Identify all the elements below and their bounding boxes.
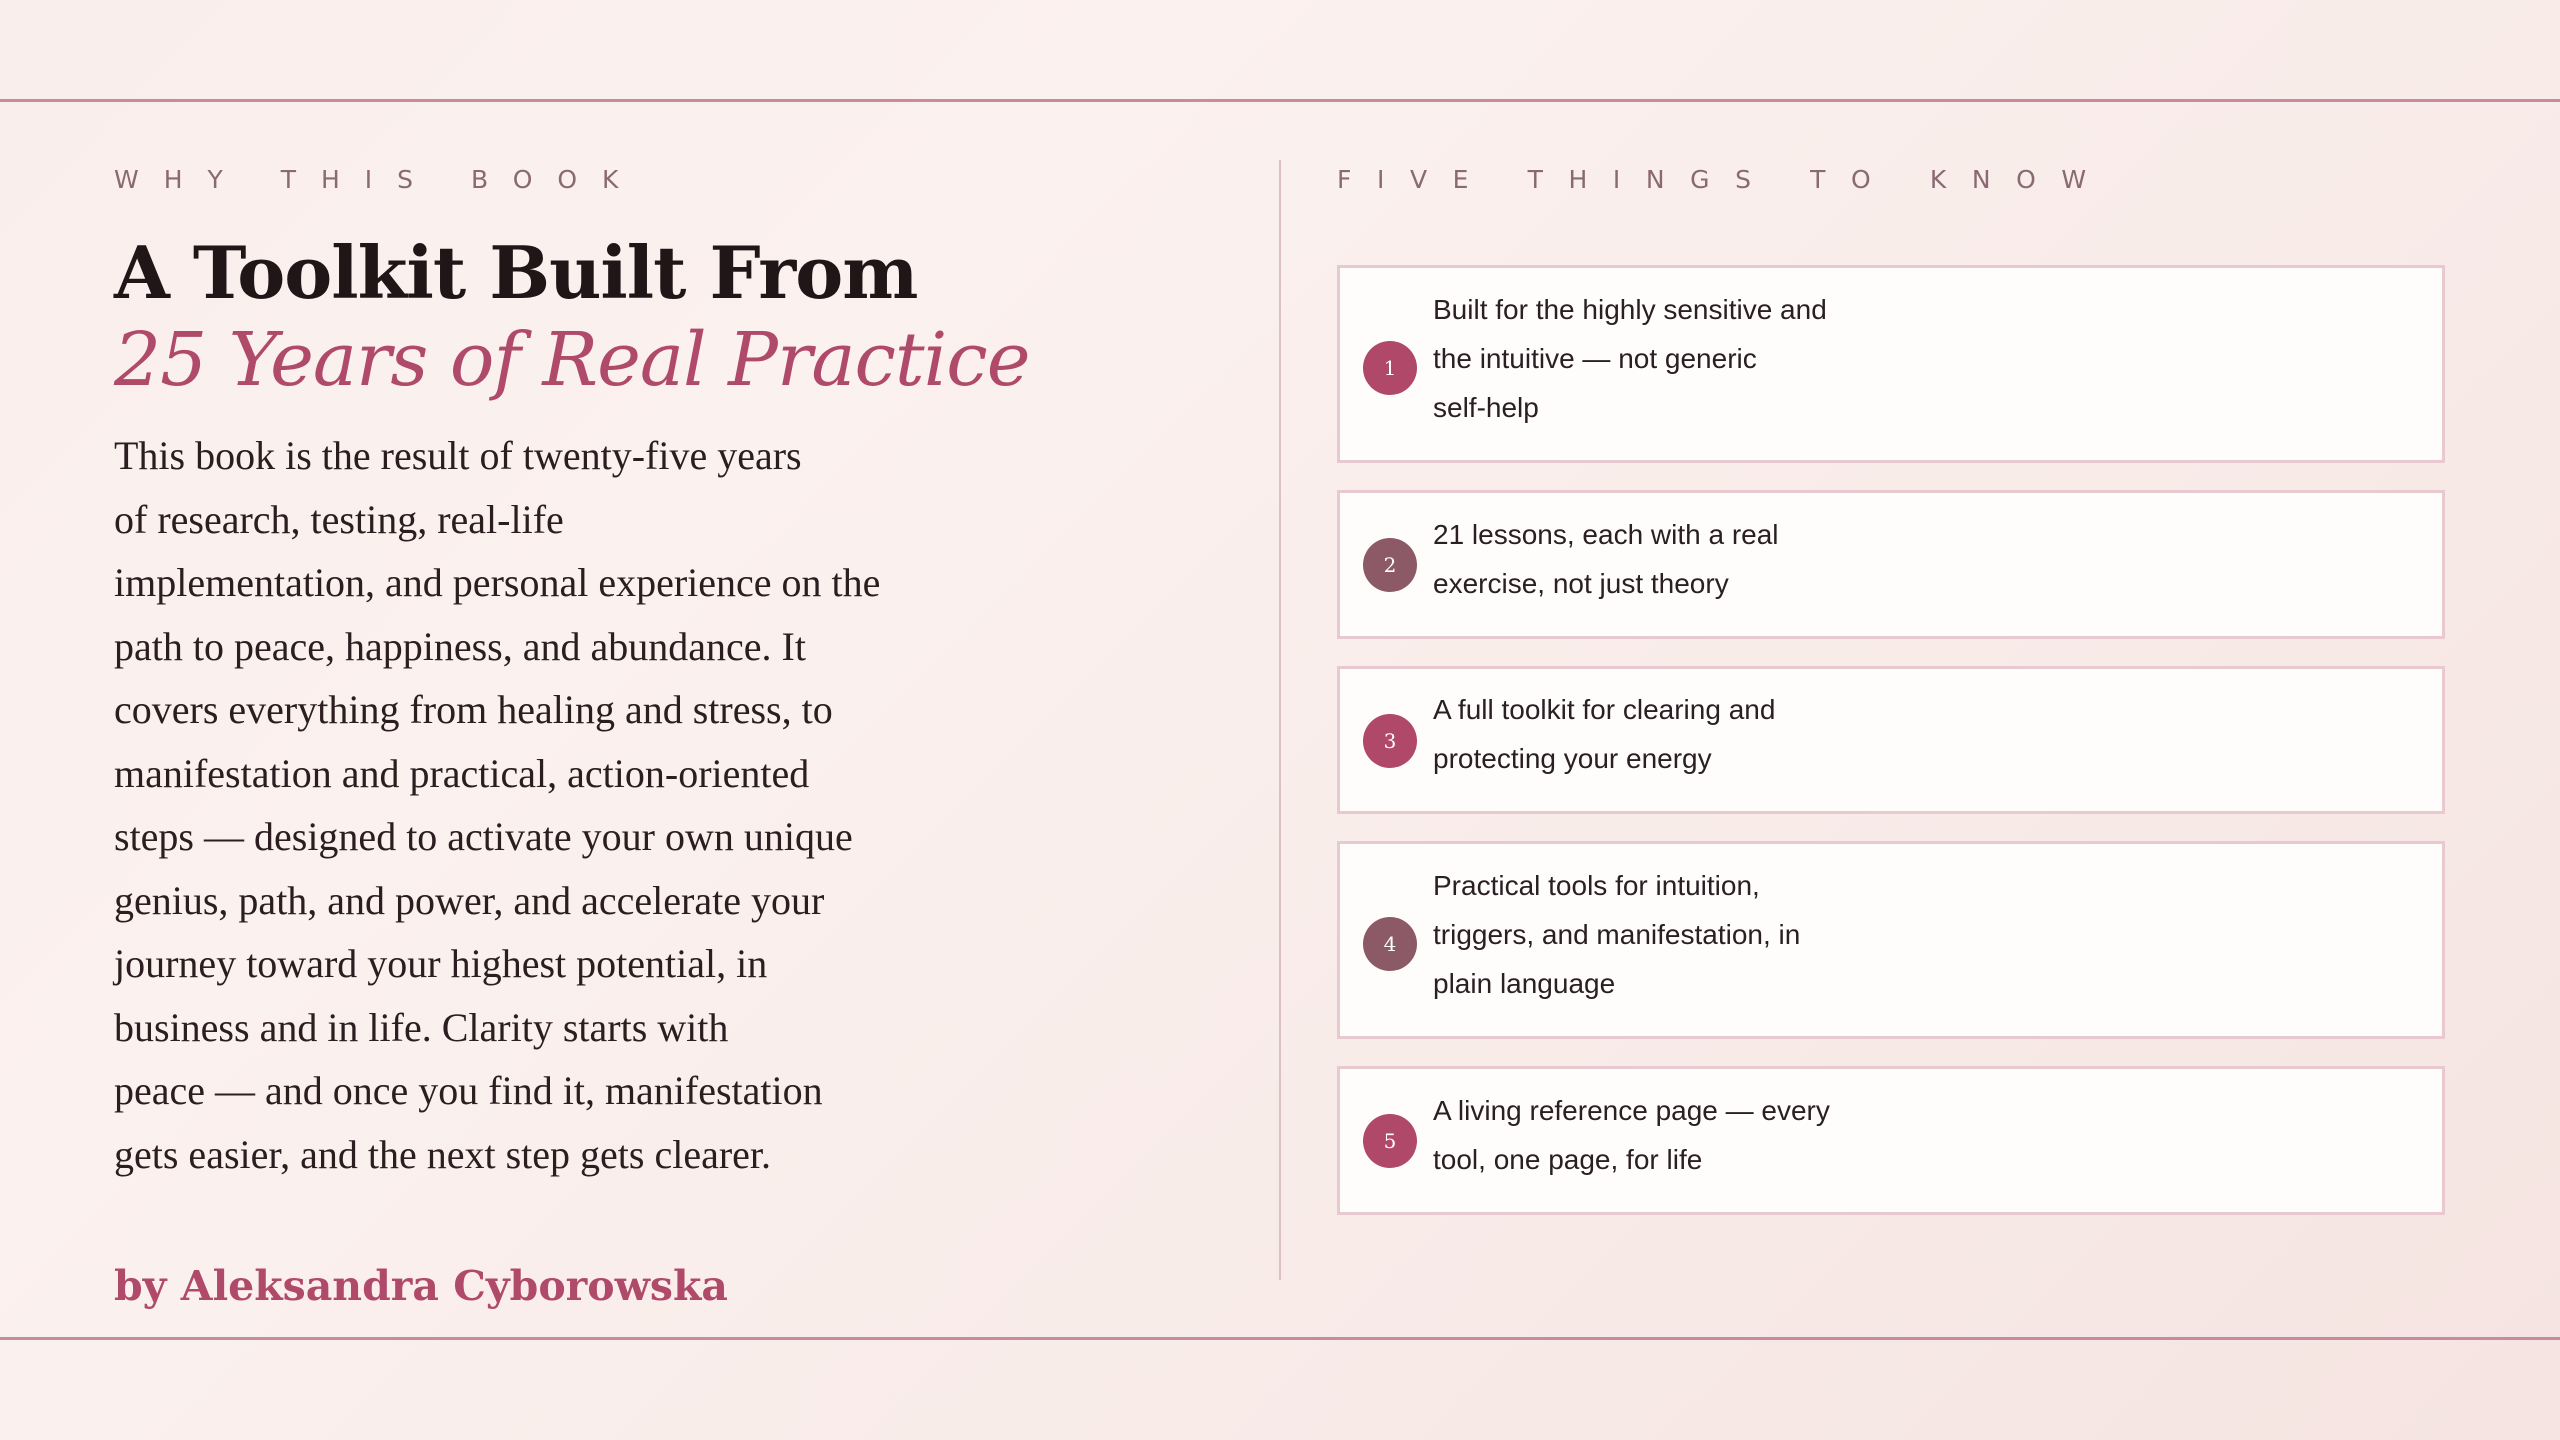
things-to-know-header: [1337, 160, 2112, 200]
feature-line: triggers, and manifestation, in: [1433, 919, 1801, 950]
description-line: genius, path, and power, and accelerate your: [114, 877, 825, 923]
feature-line: 21 lessons, each with a real: [1433, 519, 1779, 550]
description-line: steps — designed to activate your own unique: [114, 814, 853, 859]
page-title: A Toolkit Built From: [114, 230, 918, 315]
feature-line: self-help: [1433, 392, 1539, 423]
feature-text: [1433, 1086, 1893, 1184]
column-divider: [1279, 160, 1281, 1280]
feature-text: [1433, 861, 1893, 1008]
description-line: implementation, and personal experience on the: [114, 560, 881, 605]
feature-line: protecting your energy: [1433, 743, 1712, 774]
description-paragraph: [114, 424, 934, 1186]
top-rule: [0, 99, 2560, 102]
description-line: journey toward your highest potential, in: [114, 941, 768, 986]
feature-line: tool, one page, for life: [1433, 1144, 1703, 1175]
feature-line: exercise, not just theory: [1433, 568, 1729, 599]
feature-text: [1433, 510, 1893, 608]
description-line: of research, testing, real-life: [114, 496, 564, 542]
number-badge: 5: [1363, 1114, 1417, 1168]
feature-line: A living reference page — every: [1433, 1095, 1830, 1126]
intro-section: [114, 160, 1234, 1186]
feature-card-4: [1337, 841, 2445, 1039]
description-line: path to peace, happiness, and abundance. It: [114, 623, 806, 669]
feature-card-5: [1337, 1066, 2445, 1215]
description-line: This book is the result of twenty-five years: [114, 433, 802, 478]
section-eyebrow: FIVE THINGS TO KNOW: [1337, 165, 2112, 194]
section-eyebrow: WHY THIS BOOK: [114, 165, 644, 194]
feature-line: Built for the highly sensitive and: [1433, 294, 1827, 325]
description-line: manifestation and practical, action-oriented: [114, 750, 810, 796]
feature-line: plain language: [1433, 968, 1616, 999]
feature-line: Practical tools for intuition,: [1433, 870, 1760, 901]
feature-line: A full toolkit for clearing and: [1433, 694, 1776, 725]
author-byline: by Aleksandra Cyborowska: [114, 1262, 728, 1310]
number-badge: 4: [1363, 917, 1417, 971]
feature-text: [1433, 685, 1893, 783]
feature-card-1: [1337, 265, 2445, 463]
description-line: business and in life. Clarity starts with: [114, 1004, 729, 1050]
description-line: peace — and once you find it, manifestation: [114, 1068, 823, 1113]
feature-text: [1433, 285, 1893, 432]
description-line: covers everything from healing and stress, to: [114, 687, 833, 732]
feature-line: the intuitive — not generic: [1433, 343, 1757, 374]
page-subtitle-script: 25 Years of Real Practice: [114, 317, 1030, 403]
bottom-rule: [0, 1337, 2560, 1340]
feature-card-3: [1337, 666, 2445, 814]
number-badge: 2: [1363, 538, 1417, 592]
feature-card-2: [1337, 490, 2445, 639]
description-line: gets easier, and the next step gets clearer.: [114, 1131, 772, 1177]
number-badge: 1: [1363, 341, 1417, 395]
number-badge: 3: [1363, 714, 1417, 768]
